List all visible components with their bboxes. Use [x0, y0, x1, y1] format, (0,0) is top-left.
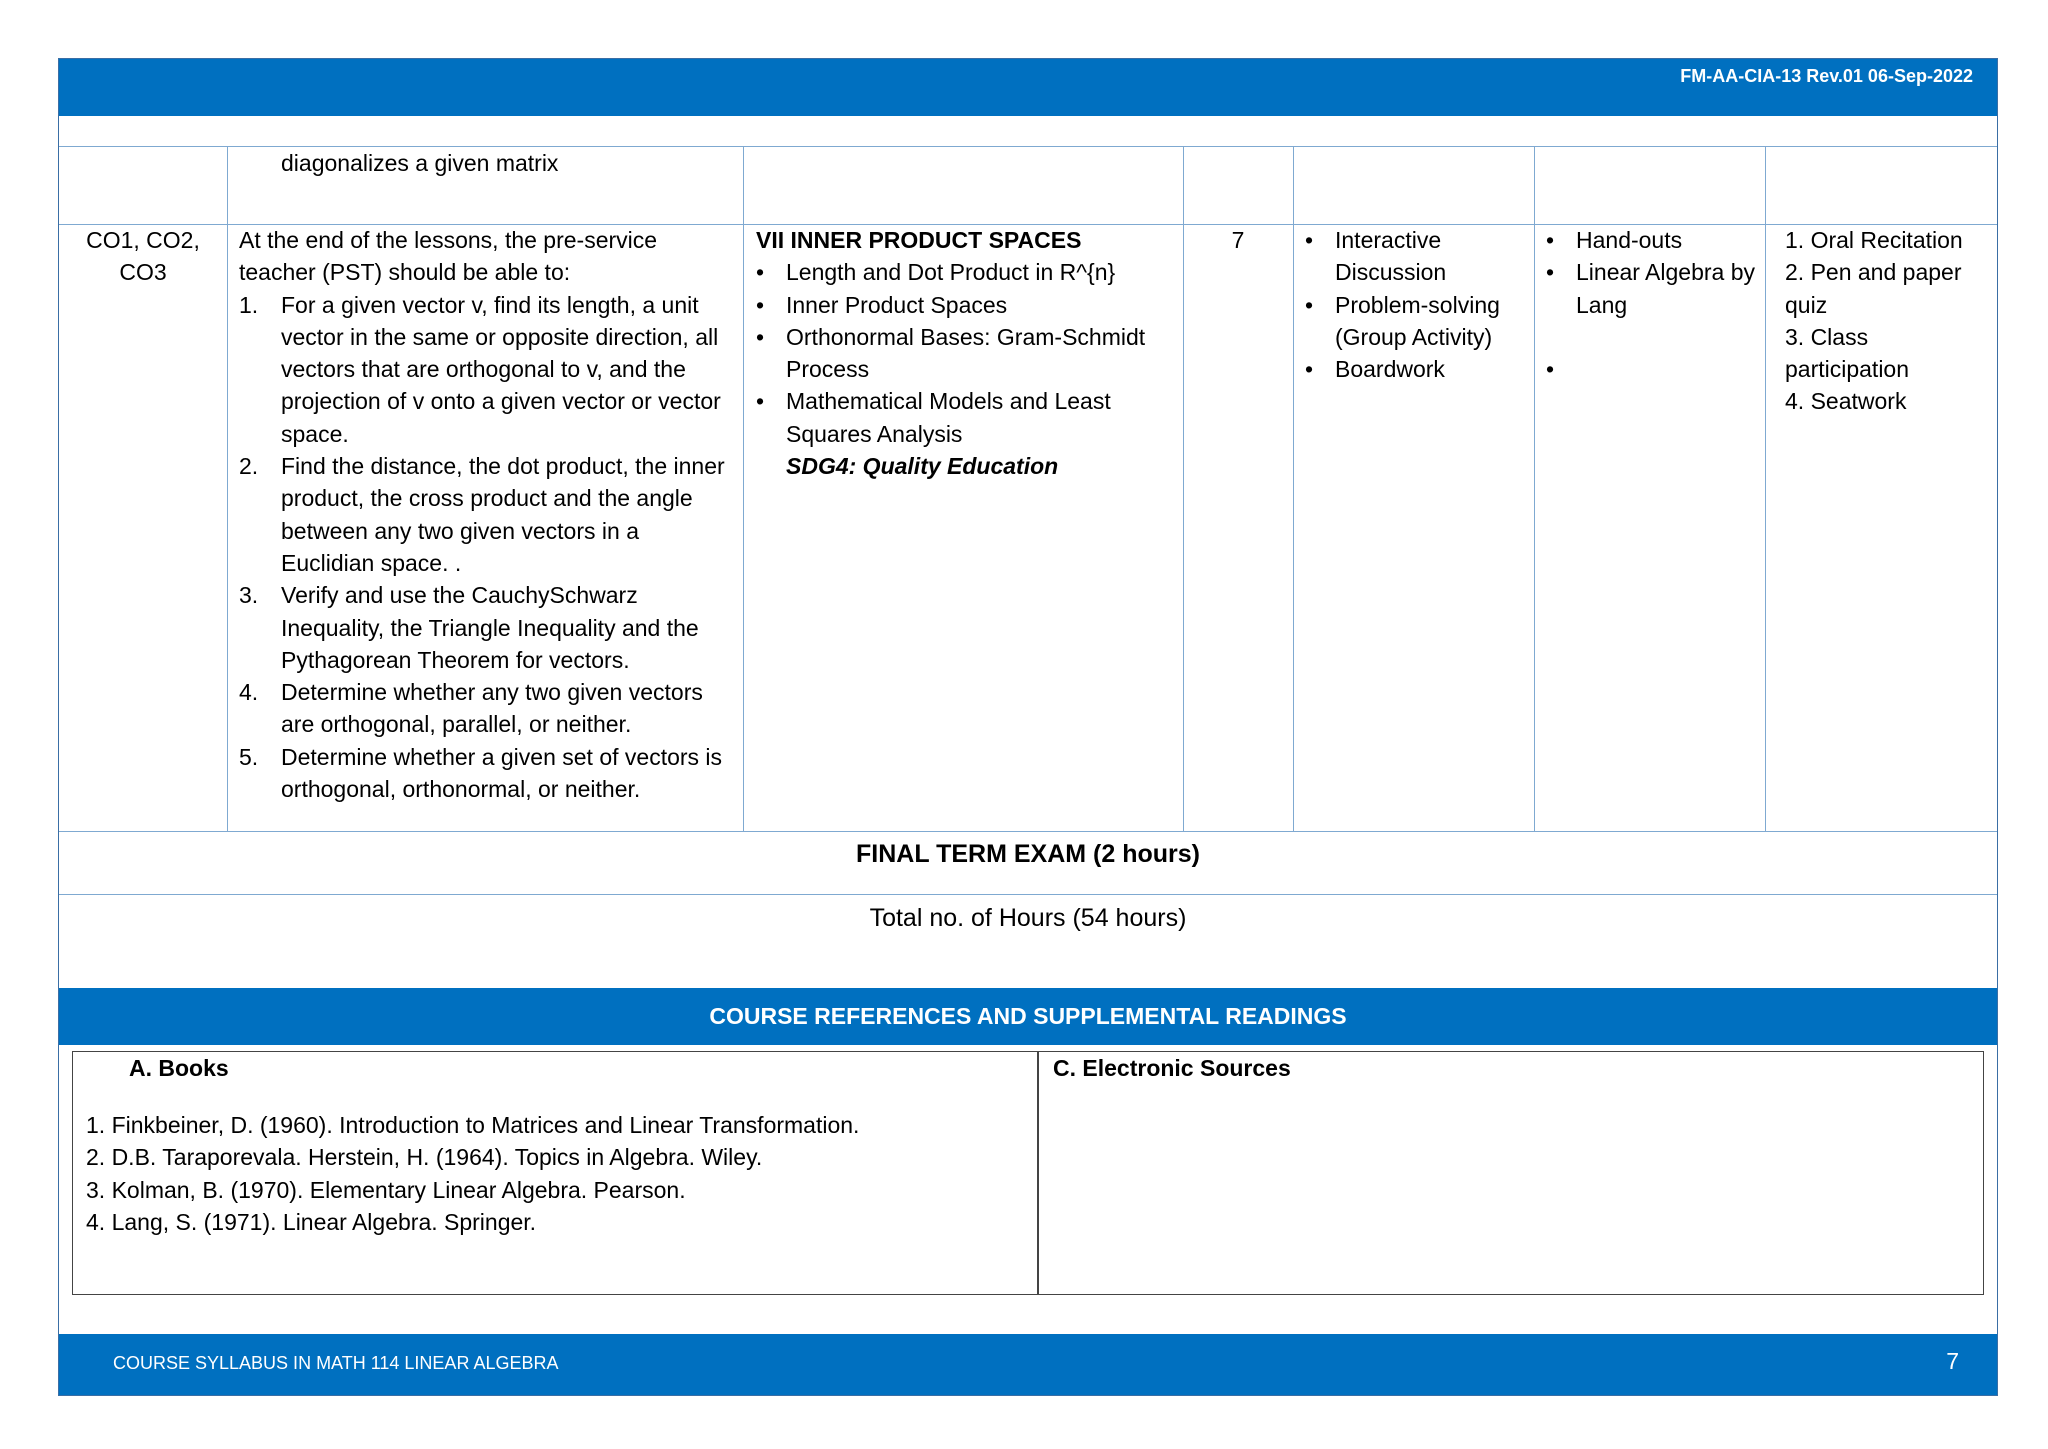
header-bar: [59, 59, 1997, 116]
book-item: 1. Finkbeiner, D. (1960). Introduction to Matrices and Linear Transformation.: [86, 1112, 860, 1138]
topic-item: [756, 321, 1176, 386]
topics-list: [756, 256, 1176, 450]
book-item: 4. Lang, S. (1971). Linear Algebra. Springer.: [86, 1208, 537, 1235]
item-text: Linear Algebra by Lang: [1576, 259, 1756, 318]
item-text: Determine whether any two given vectors are orthogonal, parallel, or neither.: [281, 679, 703, 738]
item-text: Find the distance, the dot product, the inner product, the cross product and the angle between any two given vectors in a Euclidian space. .: [281, 453, 725, 576]
topic-item: [756, 256, 1176, 288]
spacer-row: [59, 116, 1997, 147]
outcome-item: [239, 741, 735, 806]
sdg-label: SDG4: Quality Education: [786, 453, 1059, 480]
book-item: 3. Kolman, B. (1970). Elementary Linear Algebra. Pearson.: [86, 1176, 686, 1203]
outcome-item: [239, 676, 735, 741]
footer-course-title: COURSE SYLLABUS IN MATH 114 LINEAR ALGEBRA: [113, 1353, 559, 1373]
bullet-icon: •: [1305, 227, 1314, 253]
outcomes-list: [239, 289, 735, 806]
item-text: For a given vector v, find its length, a unit vector in the same or opposite direction, all vectors that are orthogonal to v, and the projection of v onto a given vector or vector space.: [281, 291, 721, 447]
topic-item: [756, 289, 1176, 321]
references-section-title: COURSE REFERENCES AND SUPPLEMENTAL READINGS: [59, 988, 1997, 1045]
item-text: Inner Product Spaces: [786, 291, 1008, 318]
topics: [756, 224, 1176, 482]
assessments: [1785, 224, 1995, 418]
column-divider: [1765, 147, 1766, 831]
item-text: Interactive Discussion: [1335, 227, 1447, 286]
outcome-item: [239, 289, 735, 450]
assessment-item: 3. Class participation: [1785, 323, 1910, 383]
teaching-methods: [1305, 224, 1527, 385]
item-text: Problem-solving (Group Activity): [1335, 291, 1500, 350]
bullet-icon: •: [1305, 291, 1314, 318]
references-divider: [1037, 1052, 1039, 1294]
resource-item: [1546, 256, 1760, 321]
item-text: Boardwork: [1335, 356, 1445, 383]
bullet-icon: •: [1546, 259, 1555, 286]
method-item: [1305, 224, 1527, 289]
column-divider: [227, 147, 228, 831]
column-divider: [743, 147, 744, 831]
item-number: 5.: [239, 743, 259, 770]
bullet-icon: •: [1305, 356, 1314, 383]
method-item: [1305, 353, 1527, 385]
bullet-icon: •: [756, 388, 765, 415]
assessments-list: [1785, 224, 1995, 418]
column-divider: [1534, 147, 1535, 831]
bullet-icon: •: [756, 323, 765, 350]
bullet-icon: •: [1546, 227, 1555, 253]
resource-item: [1546, 353, 1760, 385]
page-number: 7: [1946, 1348, 1959, 1374]
learning-outcomes: [239, 224, 735, 805]
syllabus-page: [58, 58, 1998, 1396]
prev-row-text: diagonalizes a given matrix: [281, 150, 559, 176]
methods-list: [1305, 224, 1527, 385]
outcomes-intro: At the end of the lessons, the pre-service teacher (PST) should be able to:: [239, 227, 658, 286]
resource-item: [1546, 224, 1760, 256]
hours: 7: [1231, 227, 1245, 253]
item-number: 1.: [239, 291, 259, 318]
assessment-item: 1. Oral Recitation: [1785, 227, 1963, 253]
electronic-sources-label: C. Electronic Sources: [1053, 1055, 1291, 1081]
course-outcomes-codes: CO1, CO2, CO3: [86, 227, 200, 286]
total-hours-label: Total no. of Hours (54 hours): [869, 904, 1187, 932]
item-text: Mathematical Models and Least Squares Analysis: [786, 388, 1111, 447]
topic-item: [756, 385, 1176, 450]
item-text: Determine whether a given set of vectors is orthogonal, orthonormal, or neither.: [281, 743, 723, 803]
item-number: 4.: [239, 679, 259, 706]
item-text: Hand-outs: [1576, 227, 1683, 253]
resources: [1546, 224, 1760, 385]
bullet-icon: •: [756, 259, 765, 286]
book-item: 2. D.B. Taraporevala. Herstein, H. (1964). Topics in Algebra. Wiley.: [86, 1144, 763, 1171]
resources-list: [1546, 224, 1760, 385]
item-text: Orthonormal Bases: Gram-Schmidt Process: [786, 323, 1146, 383]
footer-bar: [59, 1334, 1997, 1395]
assessment-item: 4. Seatwork: [1785, 388, 1907, 415]
books-list: [86, 1109, 1026, 1238]
outcome-item: [239, 579, 735, 676]
item-text: Length and Dot Product in R^{n}: [786, 259, 1116, 286]
assessment-item: 2. Pen and paper quiz: [1785, 259, 1962, 318]
column-divider: [1293, 147, 1294, 831]
item-text: Verify and use the CauchySchwarz Inequality, the Triangle Inequality and the Pythagorean Theorem for vectors.: [281, 582, 699, 673]
topic-title: VII INNER PRODUCT SPACES: [756, 227, 1082, 253]
item-number: 3.: [239, 582, 259, 609]
final-exam-label: FINAL TERM EXAM (2 hours): [856, 840, 1200, 868]
bullet-icon: •: [1546, 355, 1555, 382]
references-box: [72, 1051, 1984, 1295]
books-label: A. Books: [129, 1055, 229, 1081]
method-item: [1305, 289, 1527, 354]
bullet-icon: •: [756, 291, 765, 318]
outcome-item: [239, 450, 735, 579]
item-number: 2.: [239, 453, 259, 480]
form-code: FM-AA-CIA-13 Rev.01 06-Sep-2022: [1680, 66, 1973, 86]
